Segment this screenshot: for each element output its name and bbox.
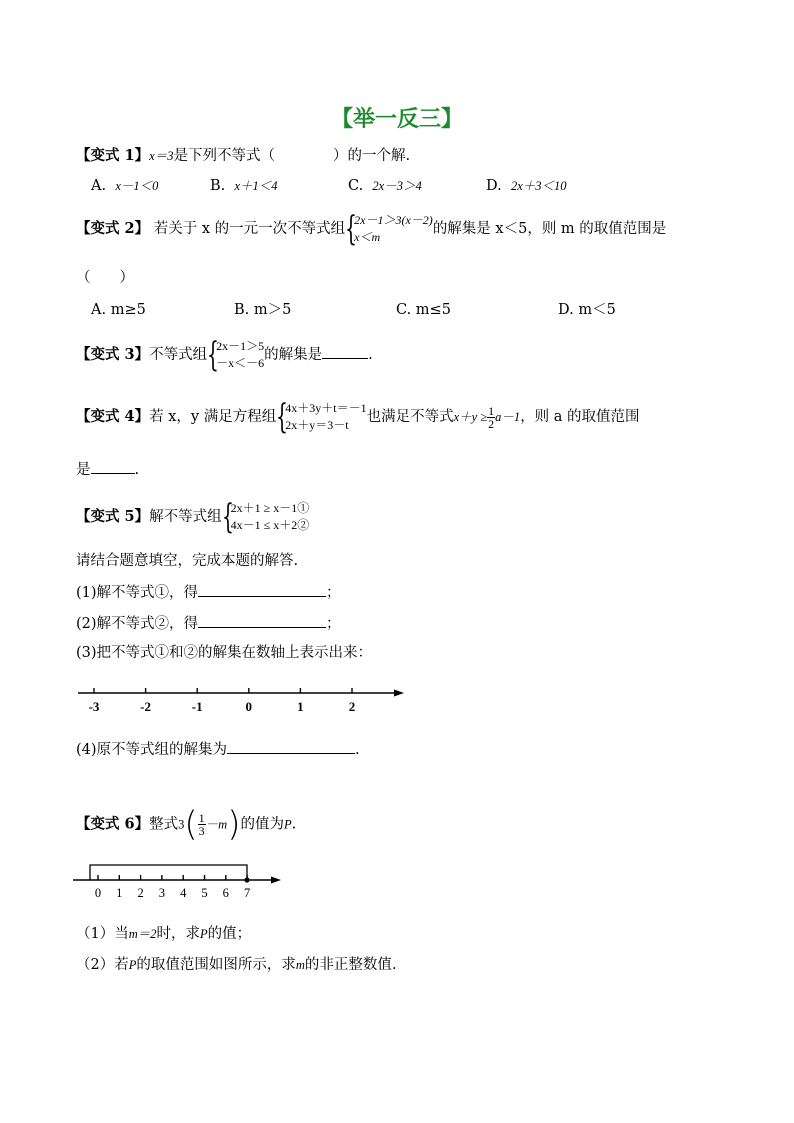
- system-row-2: x＜m: [354, 230, 381, 244]
- tick-label: 0: [94, 886, 102, 900]
- page-title: 【举一反三】: [330, 107, 463, 132]
- question-3-label: 【变式 3】: [76, 346, 150, 363]
- coefficient: 3: [178, 817, 185, 832]
- tick-label: 2: [137, 886, 144, 900]
- inequality-left: x＋y ≥: [453, 410, 488, 424]
- option-math: 2x＋3＜10: [510, 179, 567, 193]
- brace-icon: {: [221, 497, 234, 537]
- arrow-icon: [394, 690, 404, 697]
- question-3-stem: [76, 335, 373, 375]
- option-letter: A.: [91, 178, 107, 194]
- option-letter: A.: [91, 302, 107, 318]
- tick-label: 4: [180, 886, 187, 900]
- inequality-system: [345, 209, 433, 249]
- answer-blank[interactable]: [198, 612, 326, 628]
- question-5-step-3: (3)把不等式①和②的解集在数轴上表示出来：: [76, 645, 373, 661]
- question-1-option-d: [486, 176, 567, 196]
- sub-text: 时，求: [156, 926, 201, 942]
- step-text: (2)解不等式②，得: [76, 616, 199, 632]
- question-2-stem: [76, 209, 667, 249]
- question-3-text-pre: 不等式组: [149, 347, 208, 363]
- question-2-option-b: [234, 300, 291, 320]
- question-6-sub-2: [76, 955, 397, 975]
- tick-label: 7: [243, 886, 251, 900]
- answer-blank[interactable]: [91, 458, 135, 474]
- tick-label: 3: [158, 886, 166, 900]
- semicolon: ；: [326, 585, 341, 601]
- system-row-2: 2x＋y＝3－t: [285, 418, 349, 432]
- question-1-text: 是下列不等式（ ）的一个解.: [173, 148, 411, 164]
- question-1-option-b: [210, 176, 278, 196]
- option-letter: B.: [210, 178, 226, 194]
- tick-label: 0: [245, 699, 253, 714]
- option-math: x－1＜0: [115, 179, 159, 193]
- question-2-option-d: [558, 300, 616, 320]
- question-5-instruction: 请结合题意填空，完成本题的解答.: [76, 553, 299, 569]
- brace-icon: {: [276, 397, 289, 437]
- option-letter: C.: [348, 178, 364, 194]
- tick-label: 5: [201, 886, 208, 900]
- option-math: 2x－3＞4: [372, 179, 422, 193]
- question-1-stem: [76, 146, 410, 166]
- range-bracket: [90, 865, 247, 880]
- option-text: m＜5: [578, 302, 616, 318]
- option-letter: D.: [486, 178, 502, 194]
- question-4-text-post: ，则 a 的取值范围: [520, 409, 640, 425]
- question-2-label: 【变式 2】: [76, 220, 150, 237]
- tick-label: -3: [88, 699, 100, 714]
- question-2-option-a: [91, 300, 146, 320]
- inequality-right: a－1: [495, 410, 521, 424]
- inner-term: －m: [205, 817, 228, 832]
- question-1-label: 【变式 1】: [76, 147, 150, 164]
- period: .: [291, 816, 297, 833]
- option-letter: D.: [558, 302, 574, 318]
- period: .: [355, 742, 360, 758]
- sub-text: 的非正整数值.: [304, 957, 397, 973]
- question-5-step-1: [76, 581, 341, 603]
- variable-p: P: [128, 958, 137, 972]
- fraction-half: [487, 405, 495, 430]
- tick-label: 1: [116, 886, 123, 900]
- left-paren: (: [184, 804, 198, 845]
- fraction-third: [198, 812, 206, 837]
- option-letter: B.: [234, 302, 250, 318]
- inequality-system: [207, 335, 265, 375]
- arrow-icon: [271, 877, 281, 884]
- sub-text: 的取值范围如图所示，求: [136, 957, 296, 973]
- variable-p: P: [200, 927, 208, 941]
- inequality-system: [221, 497, 310, 537]
- option-text: m≥5: [110, 302, 146, 318]
- question-1-option-a: [91, 176, 158, 196]
- system-row-1: 4x＋3y＋t＝－1: [285, 401, 367, 415]
- axis-ticks: [89, 688, 356, 714]
- brace-icon: {: [345, 209, 358, 249]
- question-6-sub-1: [76, 924, 251, 944]
- variable-m: m: [295, 958, 305, 972]
- question-5-text-pre: 解不等式组: [149, 509, 222, 525]
- option-math: x＋1＜4: [234, 179, 278, 193]
- tick-label: -2: [140, 699, 152, 714]
- question-2-text-pre: 若关于 x 的一元一次不等式组: [153, 221, 346, 237]
- question-4-stem: [76, 397, 640, 437]
- question-2-option-c: [396, 300, 451, 320]
- step-text: (4)原不等式组的解集为: [76, 742, 228, 758]
- tick-label: -1: [191, 699, 203, 714]
- sub-text: 的值；: [207, 926, 252, 942]
- variable-p: P: [283, 817, 292, 832]
- step-text: (1)解不等式①，得: [76, 585, 199, 601]
- right-paren: ): [227, 804, 241, 845]
- fraction-numerator: 1: [198, 811, 205, 825]
- question-4-label: 【变式 4】: [76, 408, 150, 425]
- question-1-math: x＝3: [149, 149, 174, 163]
- system-row-2: 4x－1 ≤ x＋2②: [230, 518, 310, 532]
- tick-label: 2: [348, 699, 356, 714]
- fraction-numerator: 1: [488, 403, 495, 418]
- system-row-1: 2x－1＞3(x－2): [354, 213, 433, 227]
- number-line-1: [70, 680, 410, 716]
- system-row-1: 2x－1＞5: [216, 339, 265, 353]
- option-letter: C.: [396, 302, 412, 318]
- question-4-text-line2: 是: [76, 462, 91, 478]
- sub-text: （1）当: [76, 926, 129, 942]
- number-line-2: [70, 858, 285, 902]
- question-4-text-pre: 若 x，y 满足方程组: [149, 409, 277, 425]
- question-5-step-2: [76, 612, 341, 634]
- tick-label: 6: [222, 886, 229, 900]
- question-5-step-4: [76, 738, 360, 760]
- answer-blank[interactable]: [322, 343, 368, 359]
- system-row-2: －x＜－6: [216, 356, 265, 370]
- question-3-text-post: 的解集是: [264, 347, 323, 363]
- system-row-1: 2x＋1 ≥ x－1①: [230, 501, 310, 515]
- answer-blank[interactable]: [198, 581, 326, 597]
- period: .: [134, 462, 140, 478]
- question-4-text-mid: 也满足不等式: [366, 409, 454, 425]
- fraction-denominator: 3: [198, 824, 205, 838]
- question-1-option-c: [348, 176, 422, 196]
- question-2-paren: （ ）: [76, 270, 134, 286]
- option-text: m≤5: [415, 302, 451, 318]
- option-text: m＞5: [253, 302, 292, 318]
- semicolon: ；: [326, 616, 341, 632]
- answer-blank[interactable]: [227, 738, 355, 754]
- brace-icon: {: [207, 335, 220, 375]
- question-4-line-2: [76, 458, 139, 480]
- question-6-stem: [76, 804, 297, 845]
- fraction-denominator: 2: [488, 416, 495, 431]
- sub-text: （2）若: [76, 957, 129, 973]
- tick-label: 1: [297, 699, 304, 714]
- sub-math: m＝2: [128, 927, 157, 941]
- question-6-label: 【变式 6】: [76, 815, 150, 833]
- period: .: [368, 347, 373, 363]
- question-5-label: 【变式 5】: [76, 508, 150, 525]
- question-6-text-pre: 整式: [149, 816, 179, 833]
- question-6-text-post: 的值为: [240, 816, 284, 833]
- equation-system: [276, 397, 367, 437]
- question-2-text-post: 的解集是 x＜5，则 m 的取值范围是: [432, 221, 667, 237]
- question-5-stem: [76, 497, 310, 537]
- axis-ticks: [95, 875, 250, 900]
